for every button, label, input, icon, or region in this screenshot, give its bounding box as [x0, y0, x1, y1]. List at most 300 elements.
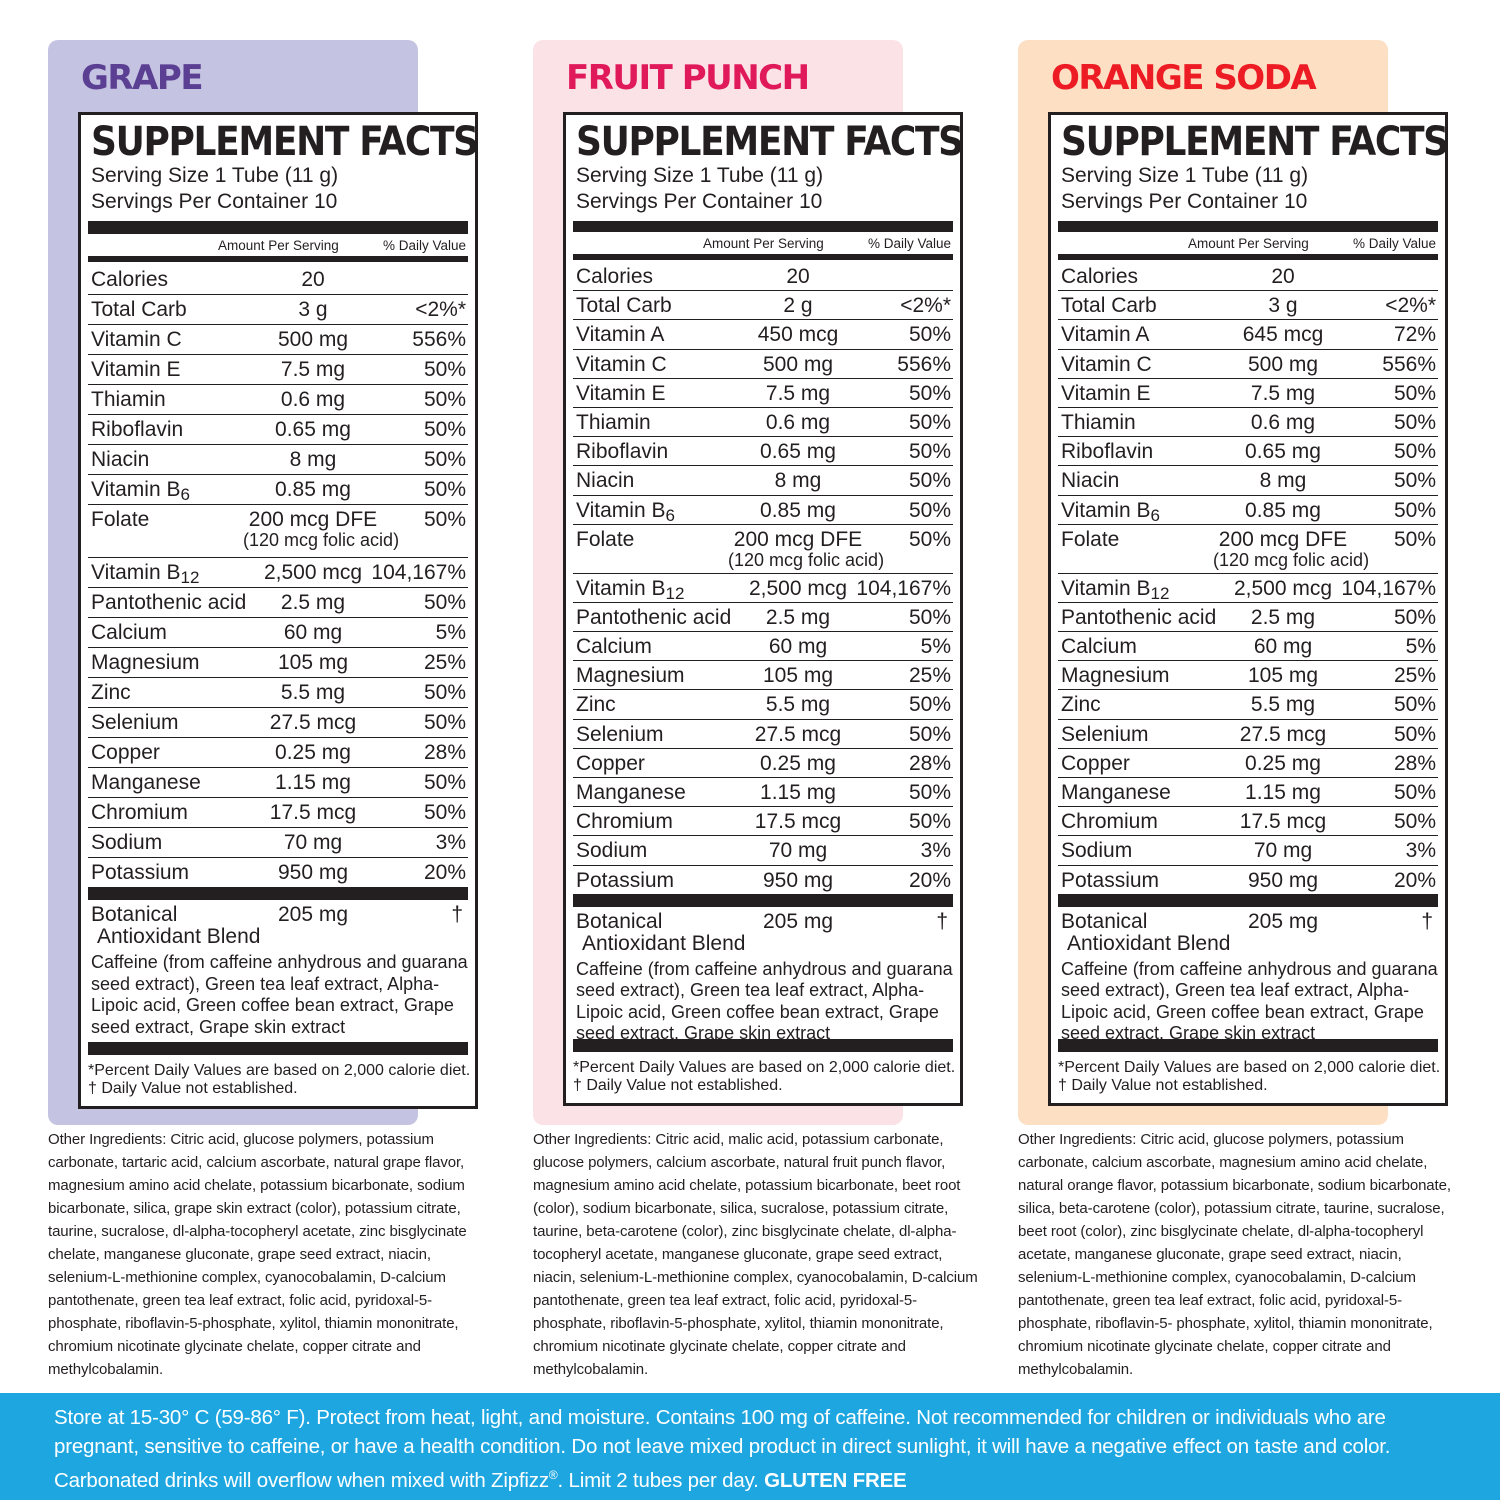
nutrient-name: Vitamin E	[576, 381, 666, 405]
nutrient-amount: 20	[301, 268, 325, 291]
nutrient-amount: 0.25 mg	[760, 751, 836, 775]
blend-name: Botanical	[576, 909, 663, 933]
gluten-free-label: GLUTEN FREE	[764, 1468, 907, 1492]
nutrient-amount-cell	[243, 446, 383, 474]
nutrient-rows	[88, 262, 468, 887]
nutrient-daily-value: 104,167%	[1341, 576, 1436, 600]
table-row	[1058, 496, 1438, 525]
supplement-facts	[1048, 112, 1448, 1106]
blend-amount: 205 mg	[762, 909, 834, 933]
nutrient-amount-cell	[243, 769, 383, 797]
nutrient-amount-cell	[728, 263, 868, 291]
nutrient-amount-cell	[1213, 351, 1353, 379]
table-row	[1058, 408, 1438, 437]
nutrient-amount: 2,500 mcg	[263, 561, 363, 584]
nutrient-amount-note: (120 mcg folic acid)	[1213, 549, 1370, 570]
nutrient-amount-cell	[1213, 263, 1353, 291]
nutrient-rows	[1058, 260, 1438, 894]
flavor-title: FRUIT PUNCH	[566, 58, 809, 98]
supplement-facts	[563, 112, 963, 1106]
nutrient-amount: 8 mg	[289, 448, 337, 471]
nutrient-daily-value: 50%	[1393, 440, 1436, 464]
nutrient-name: Sodium	[91, 831, 163, 854]
dv-header: % Daily Value	[867, 236, 951, 251]
amount-header: Amount Per Serving	[1188, 236, 1309, 251]
nutrient-name: Magnesium	[576, 664, 685, 688]
nutrient-amount-cell	[1213, 409, 1353, 437]
nutrient-daily-value: 50%	[1393, 781, 1436, 804]
nutrient-name: Folate	[576, 527, 635, 551]
nutrient-amount: 1.15 mg	[275, 771, 351, 794]
nutrient-amount-cell	[1213, 438, 1353, 466]
nutrient-amount: 70 mg	[283, 831, 343, 854]
table-row	[88, 505, 468, 558]
amount-header: Amount Per Serving	[703, 236, 824, 251]
nutrient-amount-cell	[1213, 779, 1353, 807]
serving-size: Serving Size 1 Tube (11 g)	[91, 164, 339, 187]
nutrient-name: Vitamin $B_{12}$	[1061, 576, 1170, 603]
nutrient-daily-value: 50%	[908, 722, 951, 746]
serving-size: Serving Size 1 Tube (11 g)	[576, 164, 824, 187]
nutrient-name: Vitamin $B_6$	[576, 498, 675, 525]
nutrient-daily-value: 28%	[1393, 751, 1436, 775]
nutrient-amount: 950 mg	[762, 868, 834, 892]
blend-description: Caffeine (from caffeine anhydrous and guarana seed extract), Green tea leaf extract, Alpha-Lipoic acid, Green coffee bean extract, Grape seed extract, Grape skin extract	[576, 958, 953, 1044]
nutrient-daily-value: 50%	[908, 810, 951, 834]
nutrient-name: Potassium	[1061, 868, 1160, 892]
nutrient-daily-value: 50%	[1393, 810, 1436, 834]
table-row	[88, 858, 468, 887]
nutrient-amount-cell	[728, 292, 868, 320]
nutrient-daily-value: 50%	[1393, 722, 1436, 746]
banner-text-after: . Limit 2 tubes per day.	[557, 1468, 765, 1492]
nutrient-amount-cell	[243, 356, 383, 384]
nutrient-daily-value: 50%	[908, 781, 951, 804]
table-row	[88, 798, 468, 828]
nutrient-name: Riboflavin	[1061, 440, 1154, 464]
table-row	[1058, 320, 1438, 349]
table-row	[573, 603, 953, 632]
nutrient-amount: 17.5 mcg	[269, 801, 357, 824]
botanical-blend	[1058, 907, 1438, 1044]
nutrient-amount-cell	[728, 526, 885, 570]
nutrient-name: Selenium	[1061, 722, 1149, 746]
table-row	[88, 828, 468, 858]
nutrient-name: Thiamin	[576, 410, 651, 434]
table-row	[88, 355, 468, 385]
nutrient-daily-value: 50%	[423, 508, 466, 531]
nutrient-name: Calcium	[91, 621, 167, 644]
nutrient-daily-value: 50%	[423, 801, 466, 824]
nutrient-name: Vitamin C	[1061, 352, 1152, 376]
table-row	[573, 836, 953, 865]
nutrient-name: Vitamin E	[1061, 381, 1151, 405]
nutrient-daily-value: 3%	[1405, 839, 1436, 863]
nutrient-name: Pantothenic acid	[91, 591, 247, 614]
nutrient-daily-value: 50%	[908, 469, 951, 493]
nutrient-name: Pantothenic acid	[576, 605, 732, 629]
nutrient-daily-value: 556%	[1382, 352, 1436, 376]
nutrient-name: Calories	[91, 268, 169, 291]
table-row	[1058, 262, 1438, 291]
nutrient-name: Manganese	[1061, 781, 1171, 804]
servings-per-container: Servings Per Container 10	[1061, 190, 1308, 213]
nutrient-amount-cell	[728, 380, 868, 408]
table-row	[88, 768, 468, 798]
supplement-facts	[78, 112, 478, 1109]
nutrient-amount-cell	[243, 619, 383, 647]
nutrient-amount-cell	[728, 633, 868, 661]
table-row	[573, 807, 953, 836]
nutrient-amount-cell	[728, 662, 868, 690]
nutrient-name: Calories	[1061, 265, 1139, 288]
table-row	[573, 525, 953, 574]
table-row	[573, 720, 953, 749]
nutrient-amount-cell	[1213, 526, 1370, 570]
table-row	[573, 291, 953, 320]
nutrient-amount: 2,500 mcg	[1233, 576, 1333, 600]
nutrient-amount: 2.5 mg	[280, 591, 346, 614]
nutrient-daily-value: 28%	[908, 751, 951, 775]
blend-description: Caffeine (from caffeine anhydrous and guarana seed extract), Green tea leaf extract, Alpha-Lipoic acid, Green coffee bean extract, Grape seed extract, Grape skin extract	[91, 952, 468, 1037]
table-row	[573, 320, 953, 349]
table-row	[573, 350, 953, 379]
nutrient-amount: 105 mg	[762, 664, 834, 688]
column-headers	[88, 234, 468, 256]
nutrient-amount: 0.6 mg	[1250, 410, 1316, 434]
serving-size: Serving Size 1 Tube (11 g)	[1061, 164, 1309, 187]
other-ingredients: Other Ingredients: Citric acid, glucose polymers, potassium carbonate, tartaric acid, calcium ascorbate, natural grape flavor, magnesium amino acid chelate, potassium bicarbonate, sodium bicarbonate, silica, grape skin extract (color), potassium citrate, taurine, sucralose, dl-alpha-tocopheryl acetate, zinc bisglycinate chelate, manganese gluconate, grape seed extract, niacin, selenium-L-methionine complex, cyanocobalamin, D-calcium pantothenate, green tea leaf extract, folic acid, pyridoxal-5-phosphate, riboflavin-5-phosphate, xylitol, thiamin mononitrate, chromium nicotinate glycinate chelate, copper citrate and methylcobalamin.	[48, 1131, 467, 1378]
nutrient-amount-cell	[1213, 750, 1353, 778]
table-row	[573, 690, 953, 719]
footnote-dv: *Percent Daily Values are based on 2,000 calorie diet.	[1058, 1058, 1441, 1076]
nutrient-amount: 8 mg	[774, 469, 822, 493]
nutrient-daily-value: 50%	[423, 711, 466, 734]
nutrient-name: Manganese	[91, 771, 201, 794]
nutrient-name: Zinc	[576, 693, 616, 717]
nutrient-amount: 5.5 mg	[1250, 693, 1316, 717]
table-row	[573, 437, 953, 466]
facts-title: SUPPLEMENT FACTS	[1061, 119, 1448, 165]
nutrient-daily-value: 3%	[435, 831, 466, 854]
nutrient-amount-cell	[1213, 380, 1353, 408]
table-row	[88, 295, 468, 325]
table-row	[573, 466, 953, 495]
nutrient-amount: 0.85 mg	[760, 498, 836, 522]
nutrient-daily-value: 50%	[1393, 693, 1436, 717]
table-row	[88, 475, 468, 505]
nutrient-amount-cell	[1213, 808, 1353, 836]
nutrient-amount-cell	[728, 467, 868, 495]
nutrient-daily-value: 50%	[908, 527, 951, 551]
nutrient-name: Riboflavin	[576, 440, 669, 464]
nutrient-amount-cell	[243, 416, 383, 444]
table-row	[88, 588, 468, 618]
storage-warning-banner	[0, 1393, 1500, 1500]
blend-description: Caffeine (from caffeine anhydrous and guarana seed extract), Green tea leaf extract, Alpha-Lipoic acid, Green coffee bean extract, Grape seed extract, Grape skin extract	[1061, 958, 1438, 1044]
table-row	[573, 749, 953, 778]
nutrient-daily-value: 50%	[423, 358, 466, 381]
nutrient-name: Chromium	[576, 810, 673, 834]
table-row	[88, 618, 468, 648]
panel-grape	[48, 0, 533, 1380]
panel-fruit-punch	[533, 0, 1018, 1380]
nutrient-amount-cell	[243, 386, 383, 414]
nutrient-amount-cell	[1213, 467, 1353, 495]
nutrient-name: Sodium	[576, 839, 648, 863]
nutrient-amount: 20	[786, 265, 810, 288]
nutrient-name: Vitamin E	[91, 358, 181, 381]
nutrient-amount-cell	[1213, 721, 1353, 749]
nutrient-amount-cell	[728, 497, 868, 525]
nutrient-amount-cell	[243, 326, 383, 354]
nutrient-amount-cell	[243, 799, 383, 827]
divider	[573, 894, 953, 907]
footnote-dagger: † Daily Value not established.	[88, 1080, 298, 1097]
nutrient-daily-value: 28%	[423, 741, 466, 764]
nutrient-daily-value: 104,167%	[371, 561, 466, 584]
blend-name-2: Antioxidant Blend	[97, 925, 261, 948]
nutrient-daily-value: 50%	[1393, 527, 1436, 551]
dv-header: % Daily Value	[1352, 236, 1436, 251]
nutrient-amount-cell	[243, 829, 383, 857]
nutrient-name: Potassium	[576, 868, 675, 892]
nutrient-amount: 2.5 mg	[1250, 605, 1316, 629]
nutrient-amount: 17.5 mcg	[1239, 810, 1327, 834]
table-row	[573, 632, 953, 661]
nutrient-name: Folate	[91, 508, 150, 531]
nutrient-amount-cell	[728, 604, 868, 632]
nutrient-amount-cell	[728, 808, 868, 836]
nutrient-daily-value: 50%	[1393, 605, 1436, 629]
nutrient-amount-cell	[728, 721, 868, 749]
nutrient-amount-cell	[1213, 497, 1353, 525]
table-row	[573, 574, 953, 603]
nutrient-name: Copper	[91, 741, 160, 764]
footnote-dagger: † Daily Value not established.	[1058, 1076, 1268, 1094]
nutrient-amount: 2.5 mg	[765, 605, 831, 629]
nutrient-name: Niacin	[1061, 469, 1120, 493]
nutrient-amount-cell	[1213, 837, 1353, 865]
nutrient-daily-value: 50%	[1393, 498, 1436, 522]
nutrient-amount: 20	[1271, 265, 1295, 288]
nutrient-daily-value: 50%	[423, 681, 466, 704]
nutrient-amount-cell	[243, 476, 383, 504]
nutrient-daily-value: 50%	[1393, 381, 1436, 405]
nutrient-daily-value: 50%	[1393, 410, 1436, 434]
table-row	[88, 678, 468, 708]
nutrient-amount: 60 mg	[768, 635, 828, 659]
table-row	[1058, 291, 1438, 320]
table-row	[88, 738, 468, 768]
table-row	[1058, 661, 1438, 690]
table-row	[573, 866, 953, 894]
footnote-dagger: † Daily Value not established.	[573, 1076, 783, 1094]
nutrient-amount-cell	[728, 691, 868, 719]
blend-amount: 205 mg	[1247, 909, 1319, 933]
nutrient-daily-value: 50%	[423, 448, 466, 471]
nutrient-amount-cell	[728, 779, 868, 807]
nutrient-name: Vitamin A	[576, 323, 665, 347]
nutrient-name: Calcium	[576, 635, 652, 659]
nutrient-amount-cell	[728, 321, 868, 349]
nutrient-amount: 2 g	[783, 294, 813, 318]
nutrient-amount: 27.5 mcg	[754, 722, 842, 746]
dv-header: % Daily Value	[382, 238, 466, 253]
nutrient-daily-value: 50%	[423, 478, 466, 501]
nutrient-name: Copper	[1061, 751, 1130, 775]
table-row	[88, 445, 468, 475]
servings-per-container: Servings Per Container 10	[91, 190, 338, 213]
nutrient-daily-value: 104,167%	[856, 576, 951, 600]
blend-dv: †	[451, 903, 463, 926]
nutrient-amount-cell	[728, 438, 868, 466]
nutrient-daily-value: 50%	[1393, 469, 1436, 493]
blend-amount: 205 mg	[277, 903, 349, 926]
table-row	[1058, 632, 1438, 661]
nutrient-amount: 500 mg	[1247, 352, 1319, 376]
blend-name-2: Antioxidant Blend	[582, 931, 746, 955]
nutrient-name: Chromium	[1061, 810, 1158, 834]
nutrient-amount: 60 mg	[1253, 635, 1313, 659]
amount-header: Amount Per Serving	[218, 238, 339, 253]
nutrient-name: Total Carb	[576, 294, 672, 318]
nutrient-daily-value: 25%	[423, 651, 466, 674]
table-row	[1058, 749, 1438, 778]
nutrient-name: Total Carb	[91, 298, 187, 321]
blend-name-2: Antioxidant Blend	[1067, 931, 1231, 955]
nutrient-amount: 17.5 mcg	[754, 810, 842, 834]
nutrient-amount: 500 mg	[277, 328, 349, 351]
divider	[573, 221, 953, 232]
nutrient-daily-value: <2%*	[415, 298, 466, 321]
nutrient-name: Folate	[1061, 527, 1120, 551]
table-row	[1058, 690, 1438, 719]
nutrient-amount: 5.5 mg	[765, 693, 831, 717]
nutrient-amount-cell	[1213, 867, 1353, 895]
nutrient-amount: 7.5 mg	[280, 358, 346, 381]
nutrient-name: Potassium	[91, 861, 190, 884]
divider	[88, 887, 468, 900]
nutrient-name: Manganese	[576, 781, 686, 804]
footnotes	[573, 1052, 956, 1103]
nutrient-amount-cell	[728, 351, 868, 379]
nutrient-name: Vitamin $B_6$	[91, 478, 190, 504]
nutrient-amount-cell	[728, 409, 868, 437]
panel-orange-soda	[1018, 0, 1500, 1380]
nutrient-amount: 105 mg	[1247, 664, 1319, 688]
nutrient-amount: 0.6 mg	[280, 388, 346, 411]
divider	[1058, 894, 1438, 907]
table-row	[1058, 778, 1438, 807]
nutrient-daily-value: <2%*	[1385, 294, 1436, 318]
divider	[1058, 221, 1438, 232]
other-ingredients: Other Ingredients: Citric acid, glucose polymers, potassium carbonate, calcium ascorbate, magnesium amino acid chelate, natural orange flavor, potassium bicarbonate, sodium bicarbonate, silica, beta-carotene (color), potassium citrate, taurine, sucralose, beet root (color), zinc bisglycinate chelate, dl-alpha-tocopheryl acetate, manganese gluconate, grape seed extract, niacin, selenium-L-methionine complex, cyanocobalamin, D-calcium pantothenate, green tea leaf extract, folic acid, pyridoxal-5-phosphate, riboflavin-5- phosphate, xylitol, thiamin mononitrate, chromium nicotinate glycinate chelate, copper citrate and methylcobalamin.	[1018, 1131, 1451, 1378]
blend-dv: †	[936, 909, 948, 933]
nutrient-amount-cell	[243, 296, 383, 324]
nutrient-amount: 200 mcg DFE	[1218, 527, 1348, 551]
nutrient-daily-value: 50%	[908, 440, 951, 464]
nutrient-amount-cell	[243, 739, 383, 767]
nutrient-daily-value: 5%	[1405, 635, 1436, 659]
nutrient-amount-cell	[1213, 292, 1353, 320]
nutrient-daily-value: 72%	[1393, 323, 1436, 347]
blend-dv: †	[1421, 909, 1433, 933]
nutrient-name: Magnesium	[1061, 664, 1170, 688]
nutrient-amount: 5.5 mg	[280, 681, 346, 704]
table-row	[573, 778, 953, 807]
table-row	[1058, 466, 1438, 495]
nutrient-name: Niacin	[576, 469, 635, 493]
nutrient-amount-cell	[243, 649, 383, 677]
table-row	[88, 265, 468, 295]
nutrient-name: Selenium	[576, 722, 664, 746]
nutrient-amount-cell	[1213, 575, 1353, 603]
nutrient-amount: 0.6 mg	[765, 410, 831, 434]
footnote-dv: *Percent Daily Values are based on 2,000 calorie diet.	[573, 1058, 956, 1076]
nutrient-amount-cell	[728, 750, 868, 778]
nutrient-amount-cell	[1213, 662, 1353, 690]
table-row	[1058, 437, 1438, 466]
botanical-blend	[573, 907, 953, 1044]
nutrient-amount: 27.5 mcg	[269, 711, 357, 734]
nutrient-amount-cell	[1213, 633, 1353, 661]
nutrient-amount: 645 mcg	[1242, 323, 1324, 347]
flavor-title: ORANGE SODA	[1051, 58, 1316, 98]
registered-mark: ®	[548, 1468, 558, 1482]
column-headers	[1058, 232, 1438, 254]
nutrient-name: Vitamin A	[1061, 323, 1150, 347]
nutrient-name: Chromium	[91, 801, 188, 824]
nutrient-amount: 500 mg	[762, 352, 834, 376]
nutrient-amount: 70 mg	[768, 839, 828, 863]
nutrient-daily-value: 556%	[412, 328, 466, 351]
nutrient-amount: 450 mcg	[757, 323, 839, 347]
table-row	[88, 648, 468, 678]
nutrient-daily-value: 556%	[897, 352, 951, 376]
nutrient-amount: 200 mcg DFE	[248, 508, 378, 531]
nutrient-daily-value: 50%	[908, 605, 951, 629]
nutrient-amount-cell	[243, 709, 383, 737]
table-row	[1058, 836, 1438, 865]
blend-name: Botanical	[91, 903, 178, 926]
nutrient-name: Vitamin $B_{12}$	[91, 561, 200, 587]
nutrient-name: Selenium	[91, 711, 179, 734]
servings-per-container: Servings Per Container 10	[576, 190, 823, 213]
nutrient-name: Calcium	[1061, 635, 1137, 659]
table-row	[1058, 866, 1438, 894]
table-row	[1058, 720, 1438, 749]
column-headers	[573, 232, 953, 254]
other-ingredients: Other Ingredients: Citric acid, malic acid, potassium carbonate, glucose polymers, calcium ascorbate, natural fruit punch flavor, magnesium amino acid chelate, potassium bicarbonate, beet root (color), sodium bicarbonate, silica, sucralose, potassium citrate, taurine, beta-carotene (color), zinc bisglycinate chelate, dl-alpha- tocopheryl acetate, manganese gluconate, grape seed extract, niacin, selenium-L-methionine complex, cyanocobalamin, D-calcium pantothenate, green tea leaf extract, folic acid, pyridoxal-5-phosphate, riboflavin-5-phosphate, xylitol, thiamin mononitrate, chromium nicotinate glycinate chelate, copper citrate and methylcobalamin.	[533, 1131, 978, 1378]
nutrient-amount-cell	[1213, 691, 1353, 719]
nutrient-amount-cell	[728, 837, 868, 865]
footnotes	[1058, 1052, 1441, 1103]
nutrient-daily-value: 20%	[1393, 868, 1436, 892]
blend-name: Botanical	[1061, 909, 1148, 933]
flavor-title: GRAPE	[81, 58, 203, 98]
nutrient-name: Vitamin C	[576, 352, 667, 376]
nutrient-amount: 1.15 mg	[1245, 781, 1321, 804]
nutrient-amount-cell	[728, 867, 868, 895]
nutrient-amount: 0.25 mg	[275, 741, 351, 764]
nutrient-daily-value: 50%	[908, 693, 951, 717]
nutrient-amount-cell	[243, 266, 383, 294]
divider	[88, 1042, 468, 1055]
nutrient-amount: 105 mg	[277, 651, 349, 674]
nutrient-name: Vitamin $B_6$	[1061, 498, 1160, 525]
table-row	[573, 262, 953, 291]
